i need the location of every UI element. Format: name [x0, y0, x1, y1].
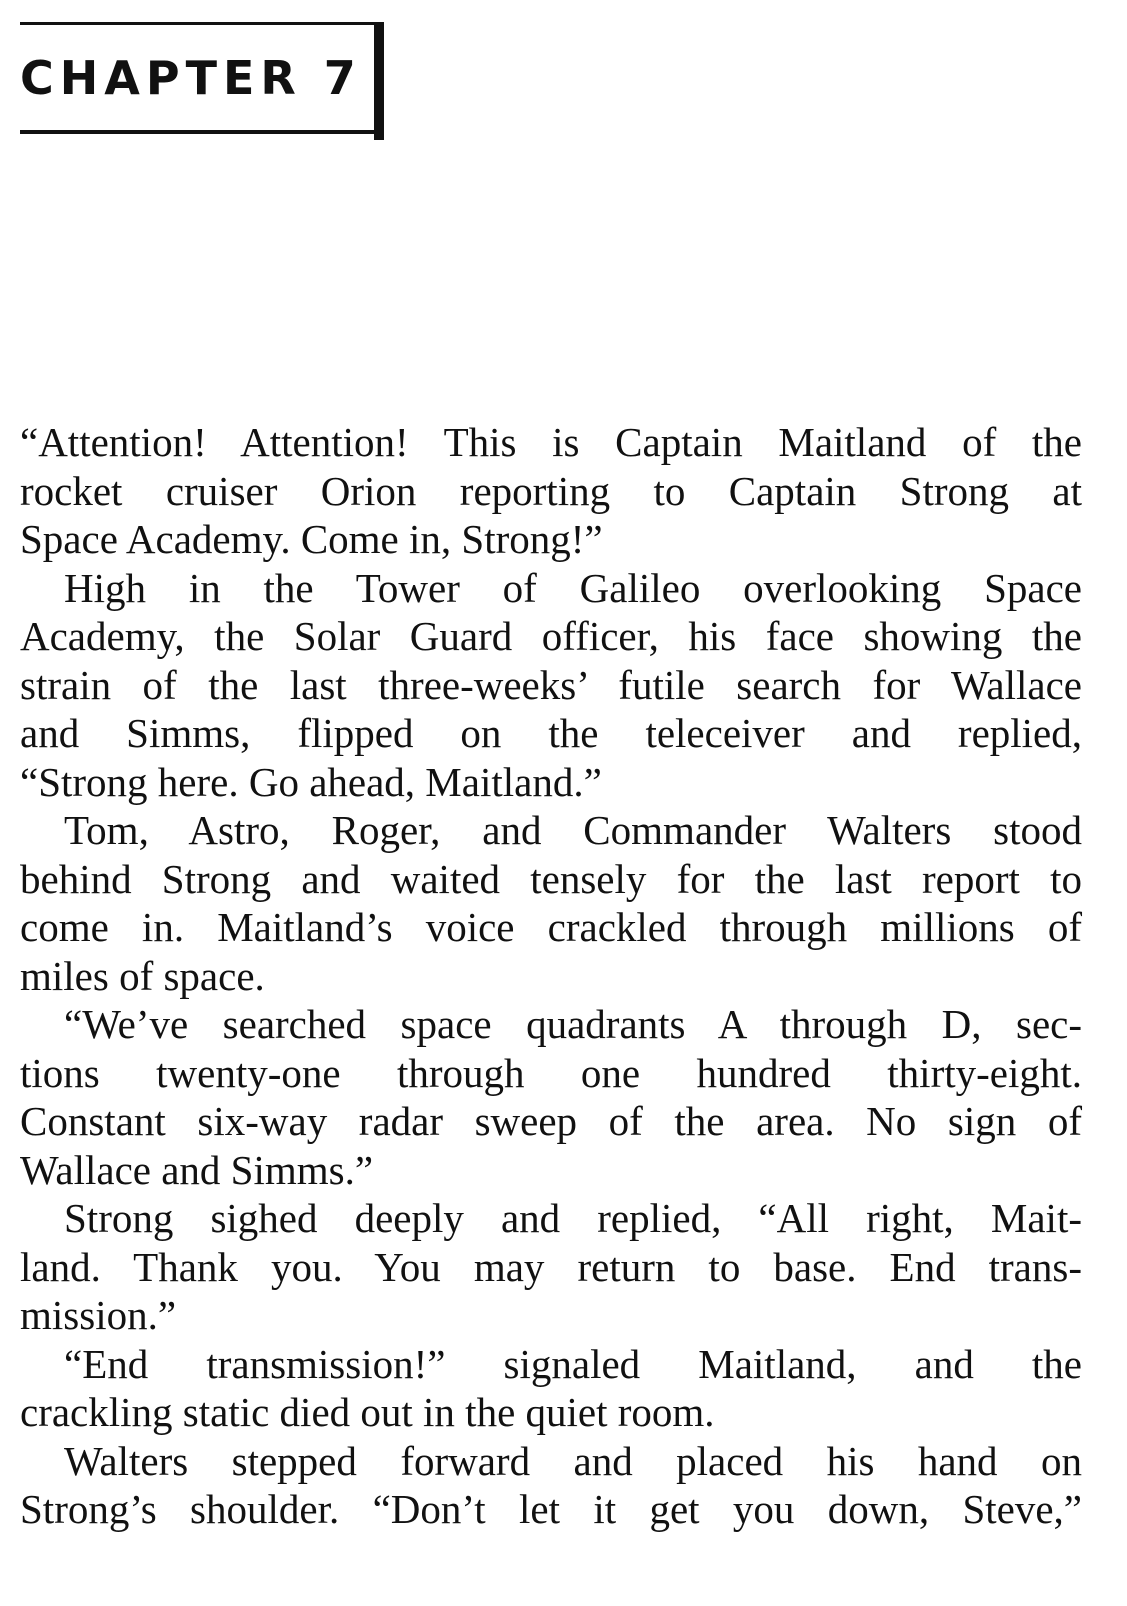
chapter-heading-box — [20, 22, 384, 134]
text-line: rocket cruiser Orion reporting to Captain Strong at — [20, 467, 1082, 514]
chapter-title: CHAPTER 7 — [20, 51, 362, 105]
text-line: and Simms, flipped on the teleceiver and replied, — [20, 710, 1082, 756]
text-line: Tom, Astro, Roger, and Commander Walters stood — [64, 807, 1082, 853]
text-line: behind Strong and waited tensely for the last report to — [20, 855, 1082, 902]
text-line: “Strong here. Go ahead, Maitland.” — [20, 758, 602, 805]
text-line: Wallace and Simms.” — [20, 1146, 374, 1193]
text-line: land. Thank you. You may return to base. End trans- — [20, 1243, 1082, 1290]
text-line: Walters stepped forward and placed his hand on — [64, 1437, 1082, 1484]
text-line: strain of the last three-weeks’ futile search for Wallace — [20, 661, 1082, 708]
chapter-heading-rule — [374, 22, 384, 140]
text-line: come in. Maitland’s voice crackled through millions of — [20, 904, 1082, 950]
text-line: tions twenty-one through one hundred thirty-eight. — [20, 1049, 1082, 1096]
text-line: miles of space. — [20, 952, 265, 999]
text-line: Space Academy. Come in, Strong!” — [20, 516, 603, 562]
text-line: mission.” — [20, 1292, 177, 1338]
text-line: Strong sighed deeply and replied, “All right, Mait- — [64, 1195, 1082, 1241]
text-line: Academy, the Solar Guard officer, his face showing the — [20, 613, 1082, 659]
text-line: crackling static died out in the quiet room. — [20, 1389, 715, 1435]
text-line: “End transmission!” signaled Maitland, and the — [64, 1340, 1082, 1387]
text-line: “We’ve searched space quadrants A through D, sec- — [64, 1001, 1082, 1047]
text-line: High in the Tower of Galileo overlooking Space — [64, 564, 1082, 611]
text-line: Constant six-way radar sweep of the area. No sign of — [20, 1098, 1082, 1144]
text-line: “Attention! Attention! This is Captain Maitland of the — [20, 419, 1082, 465]
text-line: Strong’s shoulder. “Don’t let it get you down, Steve,” — [20, 1486, 1082, 1532]
chapter-body-text — [20, 418, 1082, 1534]
